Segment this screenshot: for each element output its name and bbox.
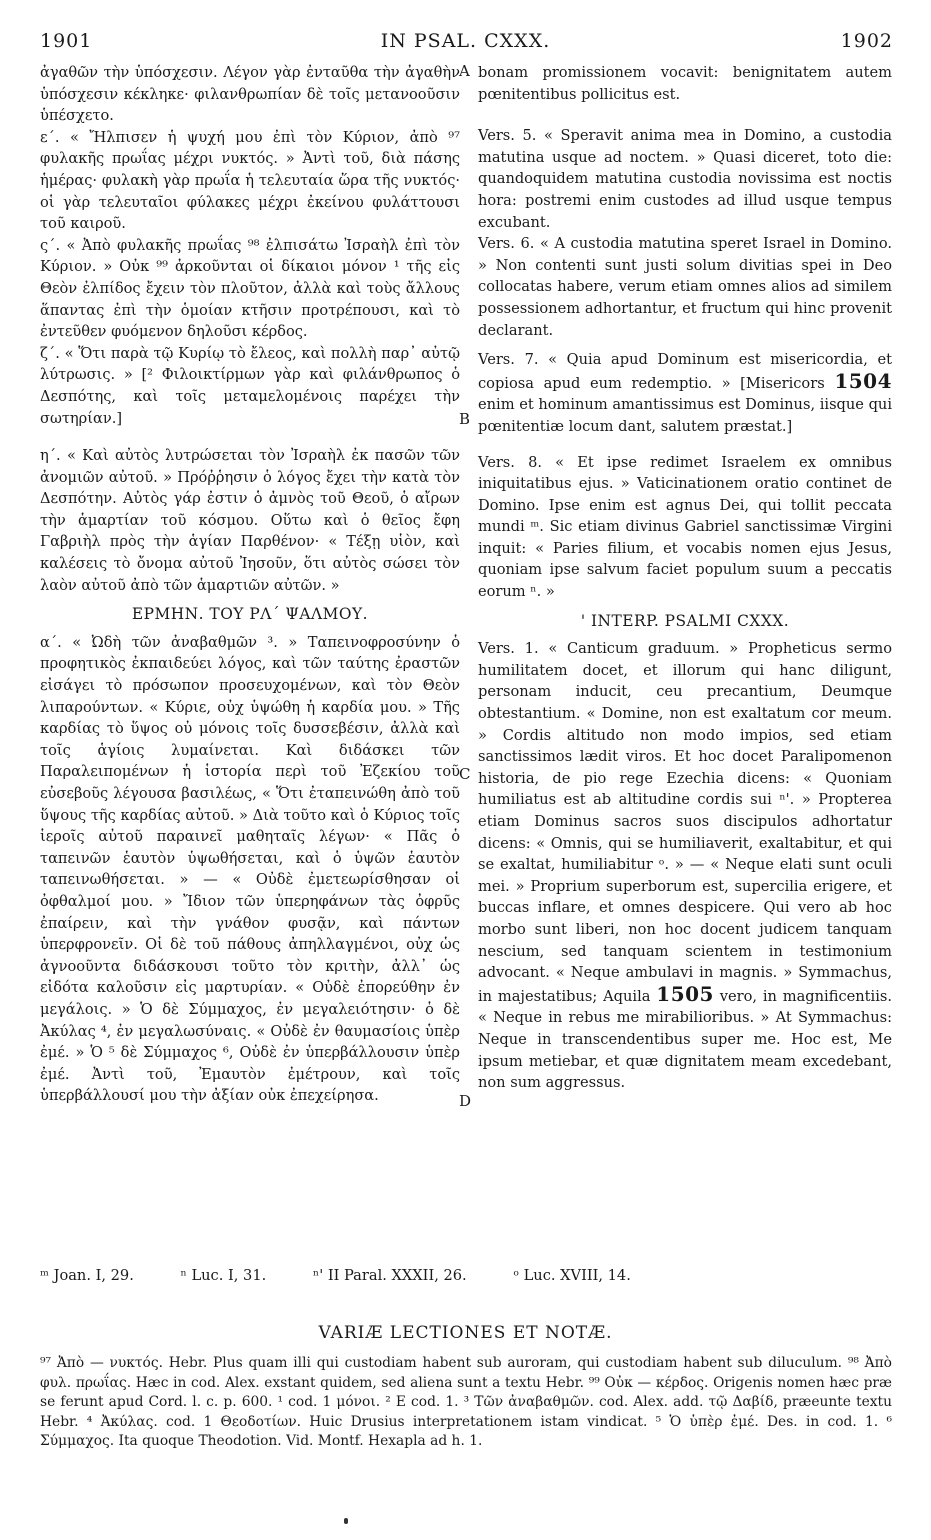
greek-psalm-commentary: α΄. « Ὠδὴ τῶν ἀναβαθμῶν ³. » Ταπεινοφροσύνην ὁ προφητικὸς ἐκπαιδεύει λόγος, καὶ τῶν ταύτης ἐραστῶν εἰσάγει τὸ πρόσωπον προσευχομένων, καὶ τὸν Θεὸν λιπαρούντων. « Κύριε, οὐχ ὑψώθη ἡ καρδία μου. » Τῆς καρδίας τὸ ὕψος οὐ μόνοις τοῖς δυσσεβέσιν, ἀλλὰ καὶ τοῖς ἁγίοις λυμαίνεται. Καὶ διδάσκει τῶν Παραλειπομένων ἡ ἱστορία περὶ τοῦ Ἐζεκίου τοῦ εὐσεβοῦς λέγουσα βασιλέως, « Ὅτι ἐταπεινώθη ἀπὸ τοῦ ὕψους τῆς καρδίας αὐτοῦ. » Διὰ τοῦτο καὶ ὁ Κύριος τοῖς ἱεροῖς αὐτοῦ παραινεῖ μαθηταῖς λέγων· « Πᾶς ὁ ταπεινῶν ἑαυτὸν ὑψωθήσεται, καὶ ὁ ὑψῶν ἑαυτὸν ταπεινωθήσεται. » — « Οὐδὲ ἐμετεωρίσθησαν οἱ ὀφθαλμοί μου. » Ἴδιον τῶν ὑπερηφάνων τὰς ὀφρῦς ἐπαίρειν, καὶ τὴν γνάθον φυσᾷν, καὶ πάντων ὑπερφρονεῖν. Οἱ δὲ τοῦ πάθους ἀπηλλαγμένοι, οὐχ ὡς ἀγνοοῦντα διδάσκουσι τοῦτο τὸν κριτὴν, ἀλλ᾽ ὡς εἰδότα καλοῦσιν εἰς μαρτυρίαν. « Οὐδὲ ἐπορεύθην ἐν μεγάλοις. » Ὁ δὲ Σύμμαχος, ἐν μεγαλειότησιν· ὁ δὲ Ἀκύλας ⁴, ἐν μεγαλωσύναις. « Οὐδὲ ἐν θαυμασίοις ὑπὲρ ἐμέ. » Ὁ ⁵ δὲ Σύμμαχος ⁶, Οὐδὲ ἐν ὑπερβάλλουσιν ὑπὲρ ἐμέ. Ἀντὶ τοῦ, Ἐμαυτὸν ἐμέτρουν, καὶ τοῖς ὑπερβάλλουσί μου τὴν ἀξίαν οὐκ ἐπεχείρησα. <box>40 633 460 1105</box>
latin-verse-5: Vers. 5. « Speravit anima mea in Domino, a custodia matutina usque ad noctem. » Quasi diceret, toto die: quandoquidem matutina custodia novissima est noctis hora: postremi enim custodes ad illud usque tempus excubant. <box>478 127 892 231</box>
greek-column <box>40 62 460 1107</box>
column-number-1505: 1505 <box>656 981 714 1006</box>
latin-verse-7-text: Vers. 7. « Quia apud Dominum est misericordia, et copiosa apud eum redemptio. » [Misericors <box>478 351 892 392</box>
latin-column <box>478 62 892 1094</box>
page-number-right: 1902 <box>840 30 893 52</box>
margin-letter-d: D <box>459 1092 472 1110</box>
margin-letter-c: C <box>459 765 471 783</box>
latin-commentary-cont: vero, in magnificentiis. « Neque in rebus me mirabilioribus. » At Symmachus: Neque in transcendentibus super me. Hoc est, Me ipsum metiebar, et quæ dignitatem meam excedebant, non sum aggressus. <box>478 987 892 1092</box>
scripture-ref: ᵐ Joan. I, 29. <box>40 1267 134 1284</box>
spacer <box>478 438 892 452</box>
latin-verse-6: Vers. 6. « A custodia matutina speret Israel in Domino. » Non contenti sunt justi solum divitias spei in Deo collocatas habere, verum etiam omnes alios ad similem possessionem adhortantur, et fructum qui hinc provenit declarant. <box>478 235 892 339</box>
spacer <box>478 105 892 125</box>
greek-verse-7: ζ΄. « Ὅτι παρὰ τῷ Κυρίῳ τὸ ἔλεος, καὶ πολλὴ παρ᾽ αὐτῷ λύτρωσις. » [² Φιλοικτίρμων γὰρ καὶ φιλάνθρωπος ὁ Δεσπότης, καὶ τοῖς μεταμελομένοις παρέχει τὴν σωτηρίαν.] <box>40 344 460 427</box>
latin-commentary-text: Vers. 1. « Canticum graduum. » Propheticus sermo humilitatem docet, et illorum qui hanc diligunt, personam inducit, ceu precantium, Deumque obtestantium. « Domine, non est exaltatum cor meum. » Cordis altitudo non modo impios, sed etiam sanctissimos lædit viros. Et hoc docet Paralipomenon historia, de pio rege Ezechia dicens: « Quoniam humiliatus est ab altitudine cordis sui ⁿ'. » Propterea etiam Dominus sacros suos discipulos adhortatur dicens: « Omnis, qui se humiliaverit, exaltabitur, et qui se exaltat, humiliabitur ᵒ. » — « Neque elati sunt oculi mei. » Proprium superborum est, supercilia erigere, et buccas inflare, et omnes despicere. Qui vero ab hoc morbo sunt liberi, non hoc docent judicem tanquam nescium, sed tanquam scientem in testimonium advocant. « Neque ambulavi in magnis. » Symmachus, in majestatibus; Aquila <box>478 640 892 1005</box>
latin-verse-8: Vers. 8. « Et ipse redimet Israelem ex omnibus iniquitatibus ejus. » Vaticinationem oratio continet de Domino. Ipse enim est agnus Dei, qui tollit peccata mundi ᵐ. Sic etiam divinus Gabriel sanctissimæ Virgini inquit: « Paries filium, et vocabis nomen ejus Jesus, quoniam ipse salvum faciet populum suum a peccatis eorum ⁿ. » <box>478 453 892 601</box>
ink-spot <box>344 1518 348 1524</box>
notes-title: VARIÆ LECTIONES ET NOTÆ. <box>318 1323 613 1343</box>
page-number-left: 1901 <box>40 30 93 52</box>
latin-psalm-commentary <box>478 638 892 1093</box>
greek-verse-6: ς΄. « Ἀπὸ φυλακῆς πρωΐας ⁹⁸ ἐλπισάτω Ἰσραὴλ ἐπὶ τὸν Κύριον. » Οὐκ ⁹⁹ ἀρκοῦνται οἱ δίκαιοι μόνον ¹ τῆς εἰς Θεὸν ἐλπίδος ἔχειν τὸν πλοῦτον, ἀλλὰ καὶ τοὺς ἄλλους ἅπαντας ἐπὶ τὴν ὁμοίαν κτῆσιν προτρέπουσι, καὶ τὸ ἐντεῦθεν φυόμενον δηλοῦσι κέρδος. <box>40 236 460 341</box>
scripture-ref: ᵒ Luc. XVIII, 14. <box>513 1267 631 1284</box>
running-title: IN PSAL. CXXX. <box>380 30 551 52</box>
scripture-references <box>40 1267 892 1284</box>
column-number-1504: 1504 <box>834 368 892 393</box>
latin-verse-7-cont: enim et hominum amantissimus est Dominus, iisque qui pœnitentiæ locum dant, salutem præstat.] <box>478 396 892 435</box>
greek-verse-5: ε΄. « Ἤλπισεν ἡ ψυχή μου ἐπὶ τὸν Κύριον, ἀπὸ ⁹⁷ φυλακῆς πρωΐας μέχρι νυκτός. » Ἀντὶ τοῦ, διὰ πάσης ἡμέρας· φυλακὴ γὰρ πρωΐα ἡ τελευταία ὥρα τῆς νυκτός· οἱ γὰρ τελευταῖοι φύλακες μέχρι ἐκείνου φυλάττουσι τοῦ καιροῦ. <box>40 128 460 233</box>
scripture-ref: ⁿ' II Paral. XXXII, 26. <box>312 1267 467 1284</box>
latin-section-heading: ' INTERP. PSALMI CXXX. <box>580 611 790 630</box>
margin-letter-b: B <box>459 410 471 428</box>
notes-text: ⁹⁷ Ἀπὸ — νυκτός. Hebr. Plus quam illi qui custodiam habent sub auroram, qui custodiam habent sub diluculum. ⁹⁸ Ἀπὸ φυλ. πρωΐας. Hæc in cod. Alex. exstant quidem, sed aliena sunt a textu Hebr. ⁹⁹ Οὐκ — κέρδος. Origenis nomen hæc præ se ferunt apud Cord. l. c. p. 600. ¹ cod. 1 μόνοι. ² E cod. 1. ³ Τῶν ἀναβαθμῶν. cod. Alex. add. τῷ Δαβίδ, præeunte textu Hebr. ⁴ Ἀκύλας. cod. 1 Θεοδοτίων. Huic Drusius interpretationem istam vindicat. ⁵ Ὁ ὑπὲρ ἐμέ. Des. in cod. 1. ⁶ Σύμμαχος. Ita quoque Theodotion. Vid. Montf. Hexapla ad h. 1. <box>40 1355 892 1449</box>
variant-notes <box>40 1354 892 1452</box>
greek-section-heading: ΕΡΜΗΝ. ΤΟΥ ΡΛ΄ ΨΑΛΜΟΥ. <box>131 605 369 624</box>
spacer <box>478 341 892 349</box>
spacer <box>40 429 460 445</box>
page-header <box>0 30 931 64</box>
scripture-ref: ⁿ Luc. I, 31. <box>180 1267 267 1284</box>
latin-verse-7 <box>478 349 892 437</box>
margin-letter-a: A <box>459 62 470 80</box>
latin-paragraph: bonam promissionem vocavit: benignitatem autem pœnitentibus pollicitus est. <box>478 64 892 103</box>
greek-verse-8: η΄. « Καὶ αὐτὸς λυτρώσεται τὸν Ἰσραὴλ ἐκ πασῶν τῶν ἀνομιῶν αὐτοῦ. » Πρόῤῥησιν ὁ λόγος ἔχει τὴν κατὰ τὸν Δεσπότην. Αὐτὸς γάρ ἐστιν ὁ ἀμνὸς τοῦ Θεοῦ, ὁ αἴρων τὴν ἁμαρτίαν τοῦ κόσμου. Οὕτω καὶ ὁ θεῖος ἔφη Γαβριὴλ πρὸς τὴν ἁγίαν Παρθένον· « Τέξῃ υἱὸν, καὶ καλέσεις τὸ ὄνομα αὐτοῦ Ἰησοῦν, ὅτι αὐτὸς σώσει τὸν λαὸν αὐτοῦ ἀπὸ τῶν ἁμαρτιῶν αὐτῶν. » <box>40 447 460 594</box>
greek-paragraph: ἀγαθῶν τὴν ὑπόσχεσιν. Λέγον γὰρ ἐνταῦθα τὴν ἀγαθὴν ὑπόσχεσιν κέκληκε· φιλανθρωπίαν δὲ τοῖς μετανοοῦσιν ὑπέσχετο. <box>40 64 460 125</box>
